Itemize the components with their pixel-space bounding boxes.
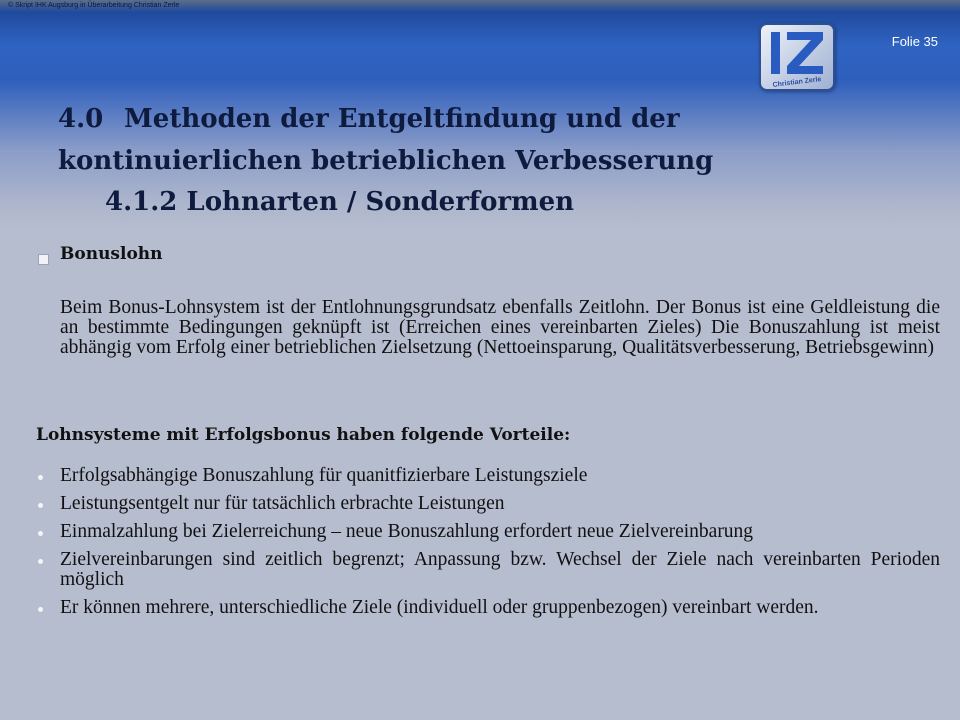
list-item <box>36 466 940 486</box>
bonus-heading: Bonuslohn <box>60 244 163 264</box>
section-heading: Lohnsysteme mit Erfolgsbonus haben folgende Vorteile: <box>36 425 571 445</box>
list-item-text: Zielvereinbarungen sind zeitlich begrenzt; Anpassung bzw. Wechsel der Ziele nach vereinbarten Perioden möglich <box>60 549 940 590</box>
bullet-dot-icon <box>38 559 43 564</box>
title-line-2: kontinuierlichen betrieblichen Verbesserung <box>58 146 714 176</box>
bullet-dot-icon <box>38 531 43 536</box>
bonus-paragraph: Beim Bonus-Lohnsystem ist der Entlohnungsgrundsatz ebenfalls Zeitlohn. Der Bonus ist eine Geldleistung die an bestimmte Bedingungen geknüpft ist (Erreichen eines vereinbarten Zieles) Die Bonuszahlung ist meist abhängig vom Erfolg einer betrieblichen Zielsetzung (Nettoeinsparung, Qualitätsverbesserung, Betriebsgewinn) <box>60 297 940 358</box>
logo <box>759 23 835 91</box>
list-item <box>36 494 940 514</box>
advantages-list <box>36 466 940 626</box>
slide-subtitle: 4.1.2 Lohnarten / Sonderformen <box>105 187 575 217</box>
copyright-text: © Skript IHK Augsburg in Überarbeitung Christian Zerle <box>8 2 180 9</box>
square-bullet-icon <box>38 254 49 265</box>
slide-number: Folie 35 <box>891 34 938 49</box>
list-item <box>36 598 940 618</box>
slide-title <box>58 98 858 182</box>
logo-text: Christian Zerle <box>772 76 822 89</box>
list-item-text: Er können mehrere, unterschiedliche Ziele (individuell oder gruppenbezogen) vereinbart werden. <box>60 597 819 618</box>
list-item-text: Leistungsentgelt nur für tatsächlich erbrachte Leistungen <box>60 493 505 514</box>
list-item <box>36 550 940 590</box>
bullet-dot-icon <box>38 503 43 508</box>
list-item-text: Erfolgsabhängige Bonuszahlung für quanitfizierbare Leistungsziele <box>60 465 588 486</box>
title-number: 4.0 <box>58 104 104 134</box>
bullet-dot-icon <box>38 607 43 612</box>
title-line-1: Methoden der Entgeltfindung und der <box>124 104 680 134</box>
list-item <box>36 522 940 542</box>
bullet-dot-icon <box>38 475 43 480</box>
list-item-text: Einmalzahlung bei Zielerreichung – neue Bonuszahlung erfordert neue Zielvereinbarung <box>60 521 754 542</box>
iz-logo-icon <box>765 28 829 78</box>
